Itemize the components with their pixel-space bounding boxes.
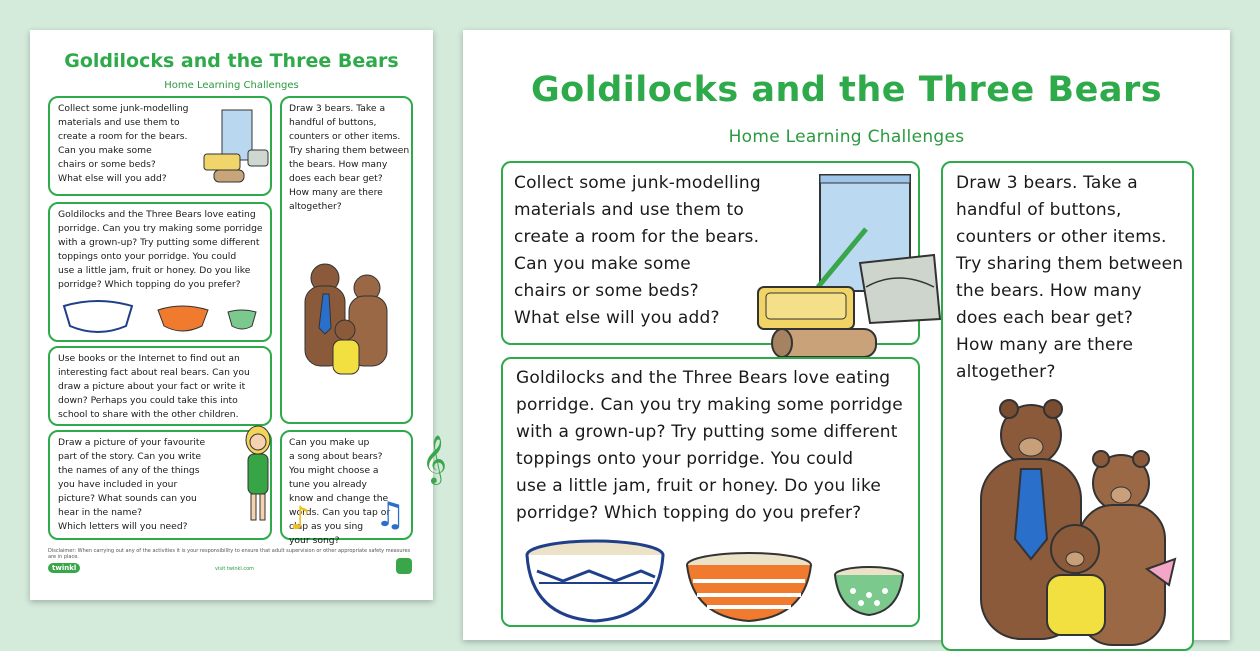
challenge-text-junk: Collect some junk-modelling materials and use them to create a room for the bears. Can you make some chairs or some beds? What else will you add? bbox=[514, 173, 761, 328]
website-link: visit twinkl.com bbox=[215, 566, 255, 572]
challenge-text-song: Can you make up a song about bears? You might choose a tune you already know and change the words. Can you tap or clap as you sing your song? bbox=[289, 437, 391, 546]
worksheet-preview-small bbox=[30, 30, 447, 600]
music-note-icon: ♪ bbox=[290, 499, 311, 537]
sheet-title: Goldilocks and the Three Bears bbox=[64, 50, 399, 72]
three-bears-illustration bbox=[287, 248, 407, 398]
partner-badge-icon bbox=[396, 558, 412, 574]
challenge-box-bears bbox=[280, 96, 413, 424]
treble-clef-icon: 𝄞 bbox=[422, 434, 447, 483]
challenge-box-facts bbox=[48, 346, 272, 426]
challenge-box-porridge bbox=[501, 357, 920, 627]
sheet-subtitle: Home Learning Challenges bbox=[164, 80, 299, 91]
worksheet-preview-large bbox=[463, 30, 1230, 640]
challenge-text-story: Draw a picture of your favourite part of the story. Can you write the names of any of the things you have included in your picture? What sounds can you hear in the name? Which letters will you need? bbox=[58, 437, 206, 532]
challenge-box-bears bbox=[941, 161, 1194, 651]
three-bears-illustration bbox=[951, 399, 1191, 629]
challenge-box-junk bbox=[501, 161, 920, 345]
challenge-text-porridge: Goldilocks and the Three Bears love eating porridge. Can you try making some porridge with a grown-up? Try putting some different toppings onto your porridge. You could use a little jam, fruit or honey. Do you like porridge? Which topping do you prefer? bbox=[516, 368, 903, 523]
sheet-subtitle: Home Learning Challenges bbox=[728, 127, 965, 147]
challenge-text-junk: Collect some junk-modelling materials and use them to create a room for the bears. Can you make some chairs or some beds? What else will you add? bbox=[58, 103, 189, 184]
challenge-text-bears: Draw 3 bears. Take a handful of buttons, counters or other items. Try sharing them between the bears. How many does each bear get? How many are there altogether? bbox=[956, 173, 1184, 382]
twinkl-logo: twinkl bbox=[48, 563, 80, 573]
porridge-bowls-illustration bbox=[60, 298, 270, 338]
challenge-text-facts: Use books or the Internet to find out an interesting fact about real bears. Can you draw a picture about your fact or write it down? Perhaps you could take this into school to share with the other children. bbox=[58, 353, 250, 420]
challenge-box-story bbox=[48, 430, 272, 540]
music-notes-icon: ♫ bbox=[375, 495, 406, 535]
junk-materials-illustration bbox=[200, 108, 270, 188]
challenge-box-junk bbox=[48, 96, 272, 196]
challenge-text-porridge: Goldilocks and the Three Bears love eating porridge. Can you try making some porridge with a grown-up? Try putting some different toppings onto your porridge. You could use a little jam, fruit or honey. Do you like porridge? Which topping do you prefer? bbox=[58, 209, 263, 290]
junk-materials-illustration bbox=[748, 169, 948, 349]
challenge-text-bears: Draw 3 bears. Take a handful of buttons, counters or other items. Try sharing them between the bears. How many does each bear get? How many are there altogether? bbox=[289, 103, 410, 212]
goldilocks-illustration bbox=[242, 422, 282, 532]
sheet-title: Goldilocks and the Three Bears bbox=[530, 70, 1163, 110]
disclaimer-text: Disclaimer: When carrying out any of the activities it is your responsibility to ensure that adult supervision or other appropriate safety measures are in place. bbox=[48, 548, 411, 560]
porridge-bowls-illustration bbox=[523, 537, 923, 627]
challenge-box-porridge bbox=[48, 202, 272, 342]
